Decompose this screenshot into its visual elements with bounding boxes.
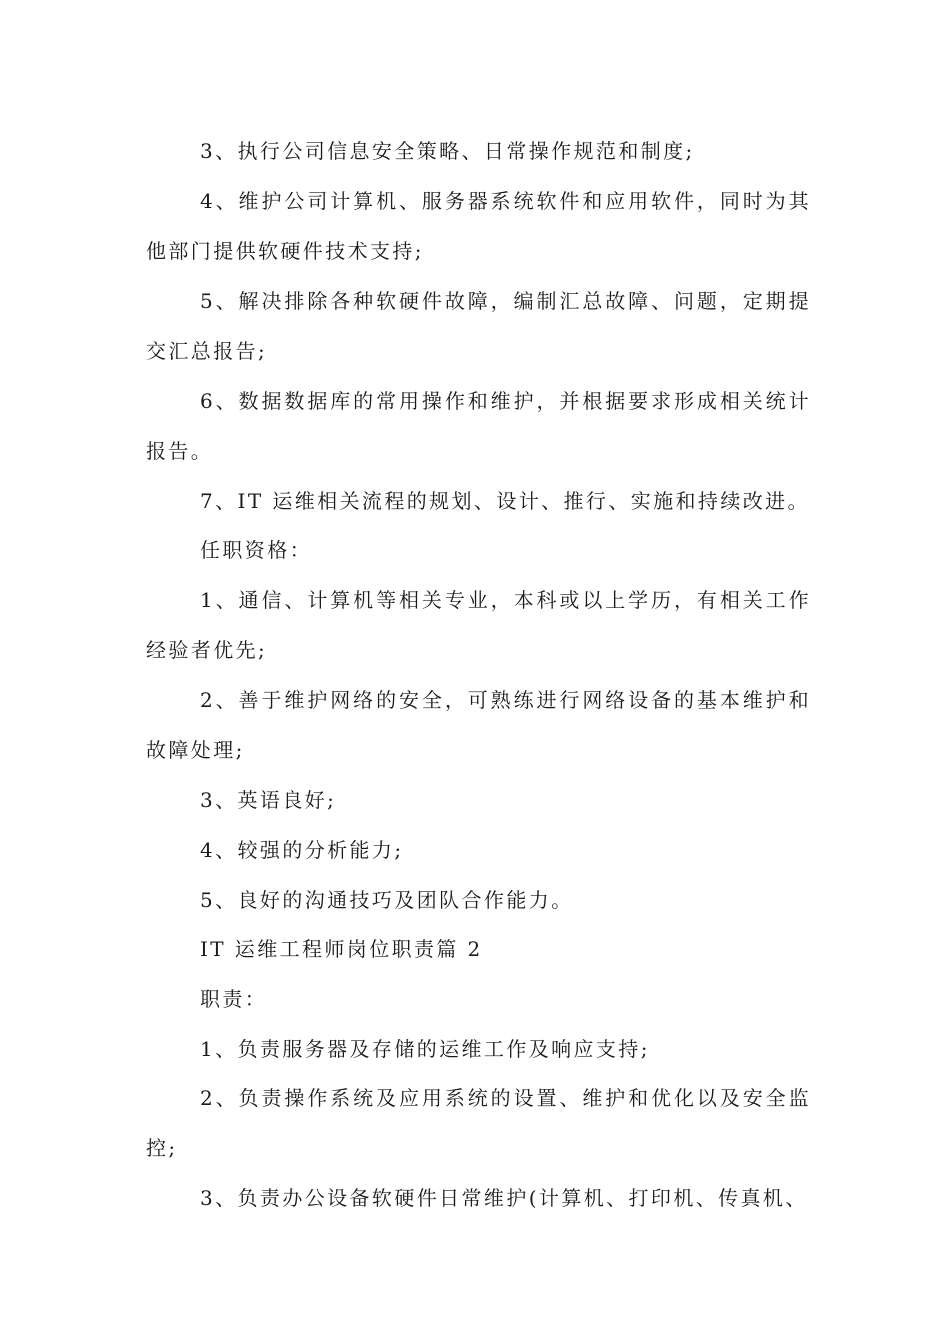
paragraph-part2-duty-3: 3、负责办公设备软硬件日常维护(计算机、打印机、传真机、 <box>200 1186 808 1210</box>
paragraph-part2-duty-1: 1、负责服务器及存储的运维工作及响应支持; <box>200 1037 650 1061</box>
section-heading-duties: 职责： <box>200 987 268 1011</box>
paragraph-qualification-1: 1、通信、计算机等相关专业，本科或以上学历，有相关工作经验者优先; <box>146 588 811 662</box>
paragraph-qualification-3: 3、英语良好; <box>200 788 337 812</box>
paragraph-duty-6: 6、数据数据库的常用操作和维护，并根据要求形成相关统计报告。 <box>146 389 811 463</box>
paragraph-qualification-4: 4、较强的分析能力; <box>200 838 404 862</box>
paragraph-duty-3: 3、执行公司信息安全策略、日常操作规范和制度; <box>200 139 695 163</box>
section-heading-qualifications: 任职资格： <box>200 538 312 562</box>
paragraph-qualification-5: 5、良好的沟通技巧及团队合作能力。 <box>200 888 574 912</box>
paragraph-qualification-2: 2、善于维护网络的安全，可熟练进行网络设备的基本维护和故障处理; <box>146 688 811 762</box>
article-title-part-2: IT 运维工程师岗位职责篇 2 <box>200 937 483 961</box>
paragraph-part2-duty-2: 2、负责操作系统及应用系统的设置、维护和优化以及安全监控; <box>146 1086 811 1160</box>
paragraph-duty-5: 5、解决排除各种软硬件故障，编制汇总故障、问题，定期提交汇总报告; <box>146 289 811 363</box>
paragraph-duty-4: 4、维护公司计算机、服务器系统软件和应用软件，同时为其他部门提供软硬件技术支持; <box>146 189 811 263</box>
paragraph-duty-7: 7、IT 运维相关流程的规划、设计、推行、实施和持续改进。 <box>200 489 810 513</box>
